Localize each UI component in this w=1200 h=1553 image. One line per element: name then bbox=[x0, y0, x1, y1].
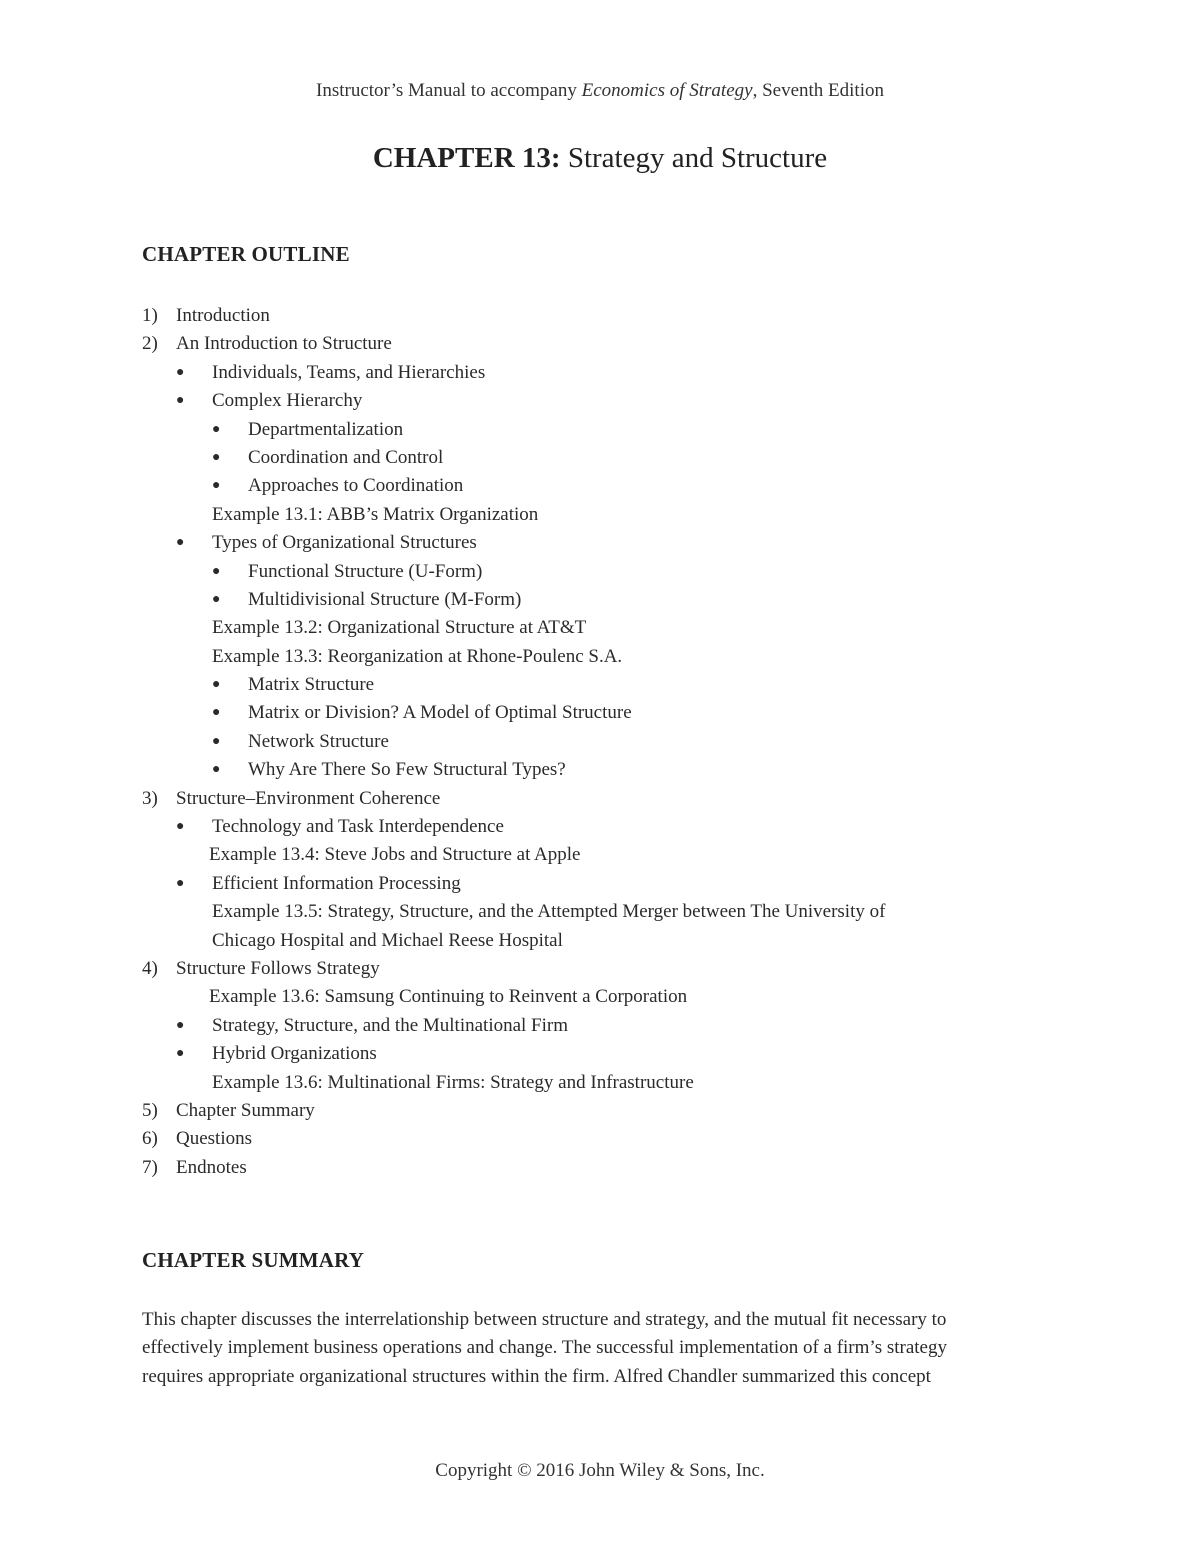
bullet-icon: ● bbox=[212, 591, 221, 607]
example-text: Example 13.2: Organizational Structure at AT&T bbox=[212, 617, 587, 639]
outline-subitem bbox=[142, 870, 1042, 898]
outline-subsubitem bbox=[142, 586, 1042, 614]
outline-subitem bbox=[142, 529, 1042, 557]
header-book-title: Economics of Strategy bbox=[581, 80, 753, 101]
outline-example bbox=[142, 898, 1042, 926]
subitem-text: Complex Hierarchy bbox=[212, 390, 363, 412]
outline-example bbox=[142, 643, 1042, 671]
outline-example-continued bbox=[142, 927, 1042, 955]
item-text: Questions bbox=[176, 1128, 252, 1150]
bullet-icon: ● bbox=[212, 762, 221, 778]
running-header bbox=[0, 80, 1200, 102]
header-suffix: , Seventh Edition bbox=[752, 80, 884, 101]
bullet-icon: ● bbox=[176, 364, 185, 380]
chapter-name: Strategy and Structure bbox=[560, 142, 828, 174]
subsubitem-text: Functional Structure (U-Form) bbox=[248, 560, 483, 582]
outline-subsubitem bbox=[142, 416, 1042, 444]
item-text: Endnotes bbox=[176, 1156, 247, 1178]
outline-subitem bbox=[142, 813, 1042, 841]
chapter-label: CHAPTER 13: bbox=[372, 142, 561, 174]
chapter-title bbox=[0, 142, 1200, 175]
chapter-outline bbox=[142, 302, 1042, 1182]
item-text: Structure Follows Strategy bbox=[176, 957, 380, 979]
bullet-icon: ● bbox=[212, 478, 221, 494]
outline-item bbox=[142, 330, 1042, 358]
bullet-icon: ● bbox=[212, 449, 221, 465]
item-number: 6) bbox=[142, 1128, 158, 1150]
item-number: 3) bbox=[142, 787, 158, 809]
outline-subsubitem bbox=[142, 558, 1042, 586]
subitem-text: Efficient Information Processing bbox=[212, 872, 461, 894]
subsubitem-text: Matrix or Division? A Model of Optimal Structure bbox=[248, 702, 632, 724]
item-number: 7) bbox=[142, 1156, 158, 1178]
item-text: Chapter Summary bbox=[176, 1099, 315, 1121]
subsubitem-text: Coordination and Control bbox=[248, 446, 444, 468]
outline-example bbox=[142, 1069, 1042, 1097]
outline-subitem bbox=[142, 359, 1042, 387]
outline-item bbox=[142, 1125, 1042, 1153]
outline-subsubitem bbox=[142, 444, 1042, 472]
subsubitem-text: Matrix Structure bbox=[248, 674, 375, 696]
subitem-text: Strategy, Structure, and the Multinational Firm bbox=[212, 1014, 569, 1036]
bullet-icon: ● bbox=[212, 733, 221, 749]
item-number: 2) bbox=[142, 333, 158, 355]
item-text: An Introduction to Structure bbox=[176, 333, 392, 355]
outline-item bbox=[142, 785, 1042, 813]
subsubitem-text: Network Structure bbox=[248, 730, 389, 752]
bullet-icon: ● bbox=[176, 393, 185, 409]
outline-subsubitem bbox=[142, 728, 1042, 756]
outline-item bbox=[142, 955, 1042, 983]
copyright-footer: Copyright © 2016 John Wiley & Sons, Inc. bbox=[435, 1460, 765, 1481]
summary-line: requires appropriate organizational structures within the firm. Alfred Chandler summarized this concept bbox=[142, 1365, 931, 1387]
outline-example bbox=[142, 841, 1042, 869]
subsubitem-text: Why Are There So Few Structural Types? bbox=[248, 759, 566, 781]
summary-line: effectively implement business operations and change. The successful implementation of a firm’s strategy bbox=[142, 1337, 947, 1359]
outline-item bbox=[142, 1154, 1042, 1182]
example-text: Example 13.6: Samsung Continuing to Reinvent a Corporation bbox=[209, 986, 688, 1008]
subsubitem-text: Departmentalization bbox=[248, 418, 404, 440]
outline-subsubitem bbox=[142, 699, 1042, 727]
item-number: 1) bbox=[142, 305, 158, 326]
item-text: Structure–Environment Coherence bbox=[176, 787, 441, 809]
header-prefix: Instructor’s Manual to accompany bbox=[316, 80, 582, 101]
subitem-text: Individuals, Teams, and Hierarchies bbox=[212, 361, 486, 383]
example-text: Example 13.5: Strategy, Structure, and the Attempted Merger between The University of bbox=[212, 901, 886, 923]
bullet-icon: ● bbox=[212, 421, 221, 437]
outline-example bbox=[142, 614, 1042, 642]
outline-subsubitem bbox=[142, 671, 1042, 699]
bullet-icon: ● bbox=[212, 677, 221, 693]
subsubitem-text: Multidivisional Structure (M-Form) bbox=[248, 588, 522, 610]
outline-heading: CHAPTER OUTLINE bbox=[142, 242, 350, 266]
item-number: 5) bbox=[142, 1099, 158, 1121]
outline-subsubitem bbox=[142, 756, 1042, 784]
example-text: Example 13.4: Steve Jobs and Structure at Apple bbox=[209, 844, 581, 866]
outline-example bbox=[142, 983, 1042, 1011]
outline-item bbox=[142, 1097, 1042, 1125]
bullet-icon: ● bbox=[176, 875, 185, 891]
bullet-icon: ● bbox=[176, 1046, 185, 1062]
summary-line: This chapter discusses the interrelationship between structure and strategy, and the mutual fit necessary to bbox=[142, 1309, 947, 1330]
outline-subitem bbox=[142, 1040, 1042, 1068]
subitem-text: Hybrid Organizations bbox=[212, 1043, 377, 1065]
item-number: 4) bbox=[142, 957, 158, 979]
outline-subitem bbox=[142, 387, 1042, 415]
bullet-icon: ● bbox=[176, 535, 185, 551]
subitem-text: Types of Organizational Structures bbox=[212, 532, 477, 554]
outline-item bbox=[142, 302, 1042, 330]
bullet-icon: ● bbox=[176, 1017, 185, 1033]
summary-heading: CHAPTER SUMMARY bbox=[142, 1248, 365, 1272]
subsubitem-text: Approaches to Coordination bbox=[248, 475, 464, 497]
item-text: Introduction bbox=[176, 305, 270, 326]
example-text: Example 13.1: ABB’s Matrix Organization bbox=[212, 503, 539, 525]
summary-paragraph bbox=[142, 1306, 1072, 1391]
example-text: Chicago Hospital and Michael Reese Hospital bbox=[212, 929, 563, 951]
bullet-icon: ● bbox=[212, 705, 221, 721]
bullet-icon: ● bbox=[176, 819, 185, 835]
subitem-text: Technology and Task Interdependence bbox=[212, 816, 504, 838]
outline-subitem bbox=[142, 1012, 1042, 1040]
outline-example bbox=[142, 501, 1042, 529]
outline-subsubitem bbox=[142, 472, 1042, 500]
example-text: Example 13.6: Multinational Firms: Strategy and Infrastructure bbox=[212, 1071, 694, 1093]
example-text: Example 13.3: Reorganization at Rhone-Poulenc S.A. bbox=[212, 645, 623, 667]
bullet-icon: ● bbox=[212, 563, 221, 579]
